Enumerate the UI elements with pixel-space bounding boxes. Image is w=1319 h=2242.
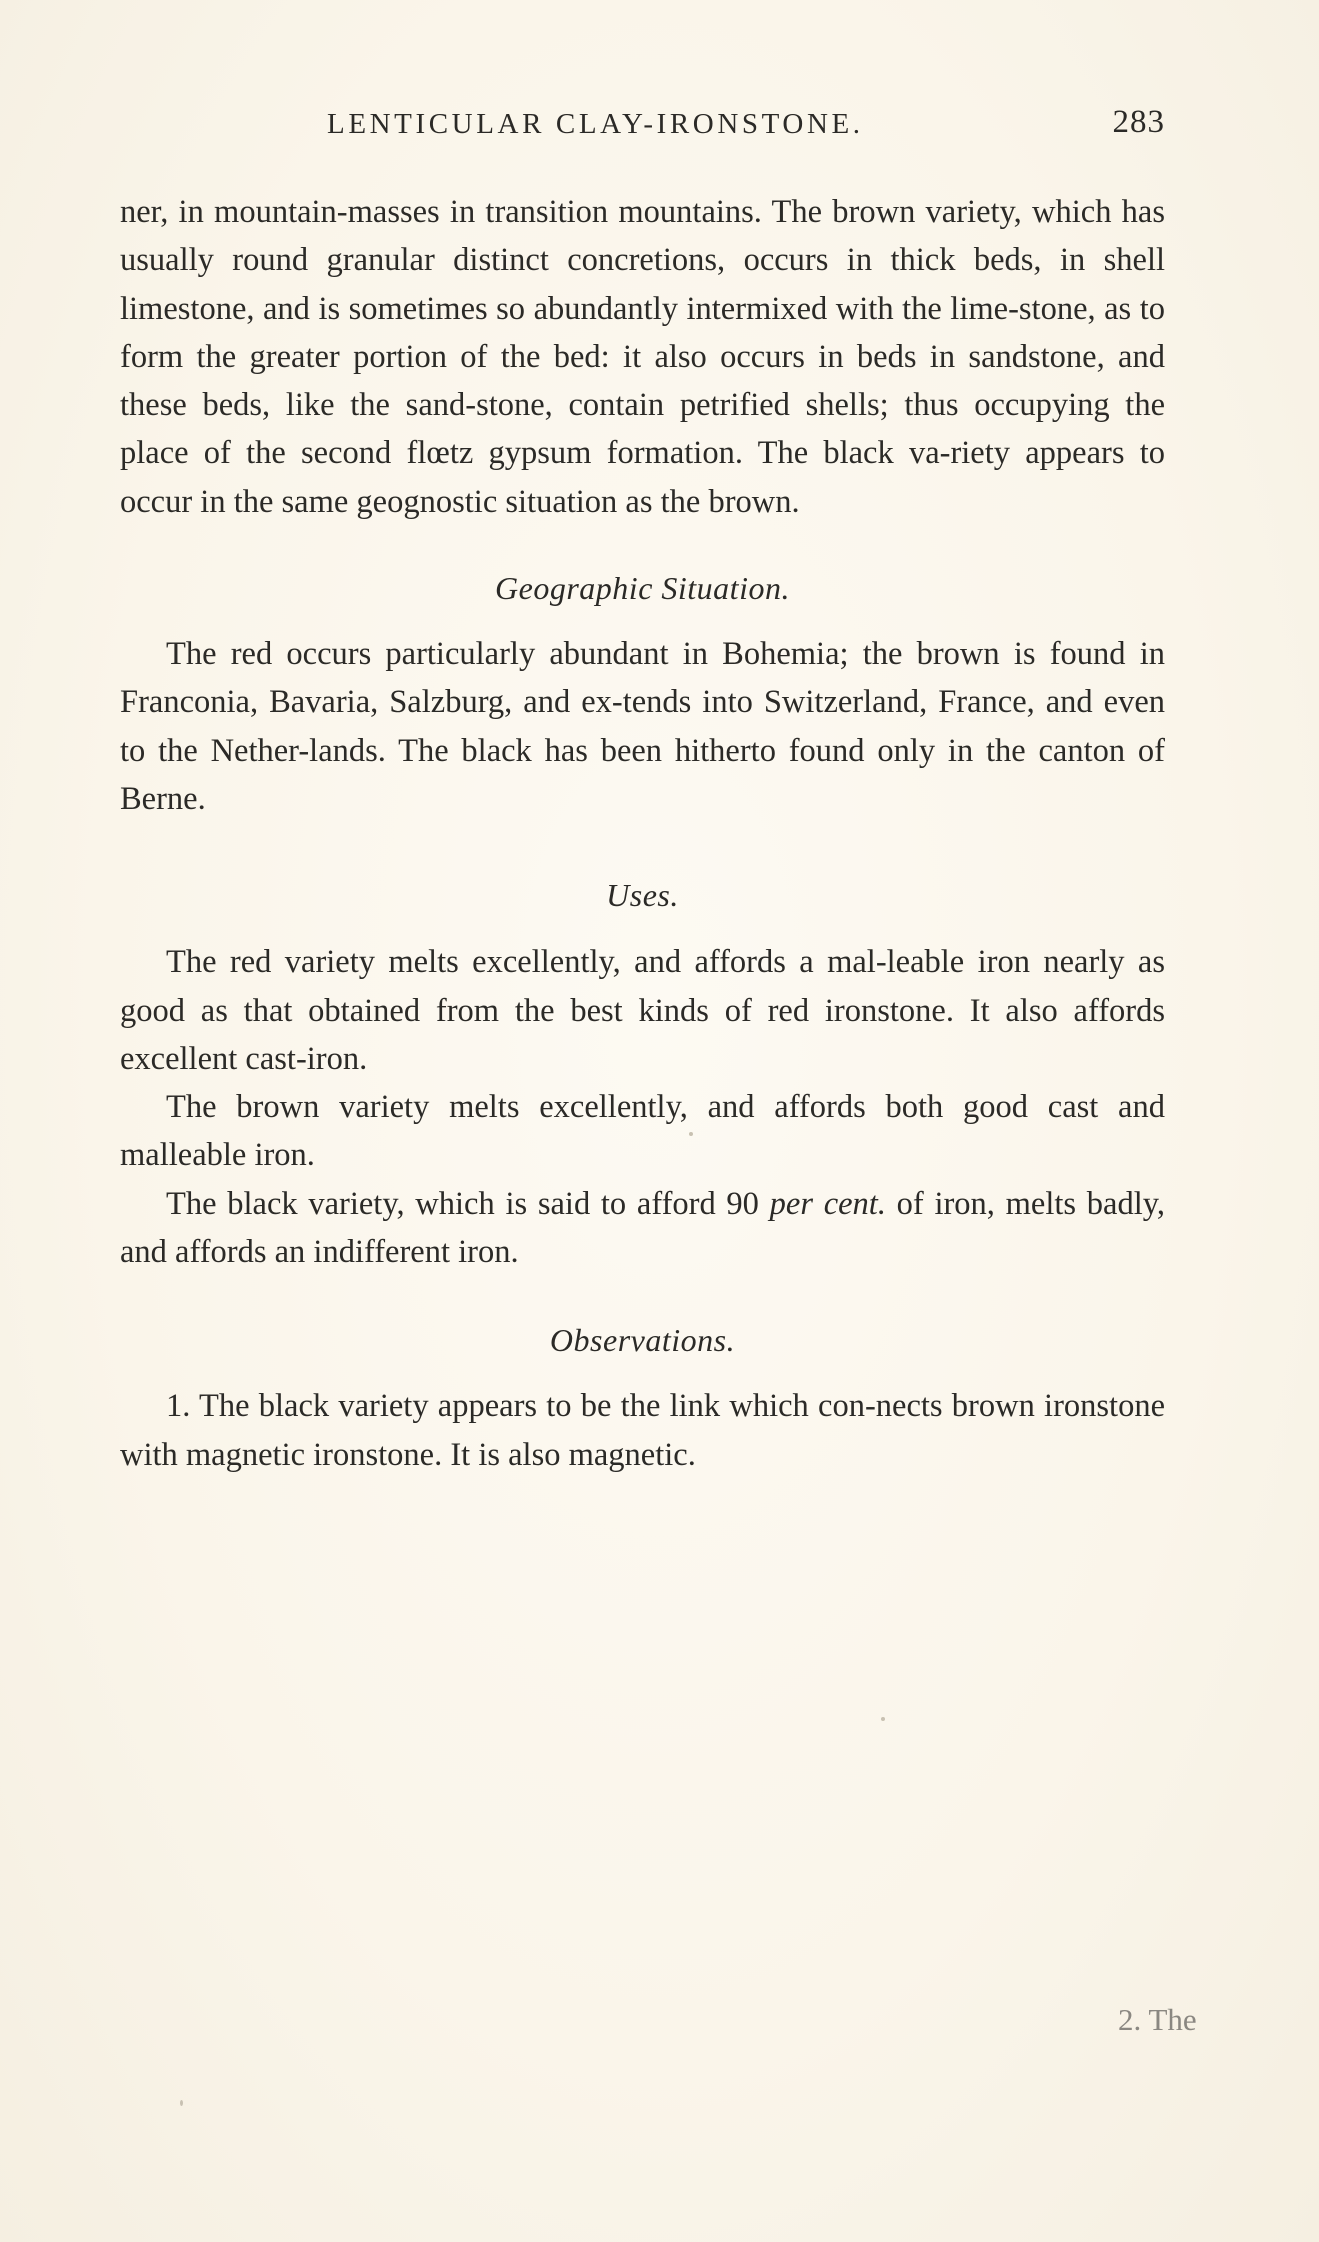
uses-black-text-after: of iron, melts badly, and affords an indifferent iron.	[120, 1185, 1165, 1271]
observations-heading: Observations.	[549, 1322, 736, 1359]
paper-speck	[881, 1717, 885, 1721]
paper-speck	[180, 2100, 183, 2106]
per-cent-italic: per cent.	[769, 1185, 886, 1222]
geographic-situation-heading: Geographic Situation.	[495, 570, 790, 607]
uses-heading: Uses.	[606, 877, 679, 914]
catchword: 2. The	[1118, 2002, 1197, 2037]
page-header	[327, 104, 1165, 148]
observations-paragraph-1: 1. The black variety appears to be the link which con-nects brown ironstone with magnetic ironstone. It is also magnetic.	[120, 1388, 1165, 1473]
page-number: 283	[1112, 104, 1165, 140]
intro-paragraph: ner, in mountain-masses in transition mountains. The brown variety, which has usually round granular distinct concretions, occurs in thick beds, in shell limestone, and is sometimes so abundantly intermixed with the lime-stone, as to form the greater portion of the bed: it also occurs in beds in sandstone, and these beds, like the sand-stone, contain petrified shells; thus occupying the place of the second flœtz gypsum formation. The black va-riety appears to occur in the same geognostic situation as the brown.	[120, 194, 1165, 520]
paper-speck	[689, 1132, 693, 1136]
uses-paragraph-red: The red variety melts excellently, and affords a mal-leable iron nearly as good as that obtained from the best kinds of red ironstone. It also affords excellent cast-iron.	[120, 944, 1165, 1077]
running-head: LENTICULAR CLAY-IRONSTONE.	[327, 108, 864, 140]
geographic-situation-paragraph: The red occurs particularly abundant in Bohemia; the brown is found in Franconia, Bavaria, Salzburg, and ex-tends into Switzerland, France, and even to the Nether-lands. The black has been hitherto found only in the canton of Berne.	[120, 636, 1165, 817]
uses-paragraph-black	[120, 1180, 1165, 1277]
uses-paragraph-brown: The brown variety melts excellently, and affords both good cast and malleable iron.	[120, 1089, 1165, 1174]
uses-black-text-before: The black variety, which is said to afford 90	[166, 1185, 770, 1222]
body-text	[120, 188, 1165, 1479]
